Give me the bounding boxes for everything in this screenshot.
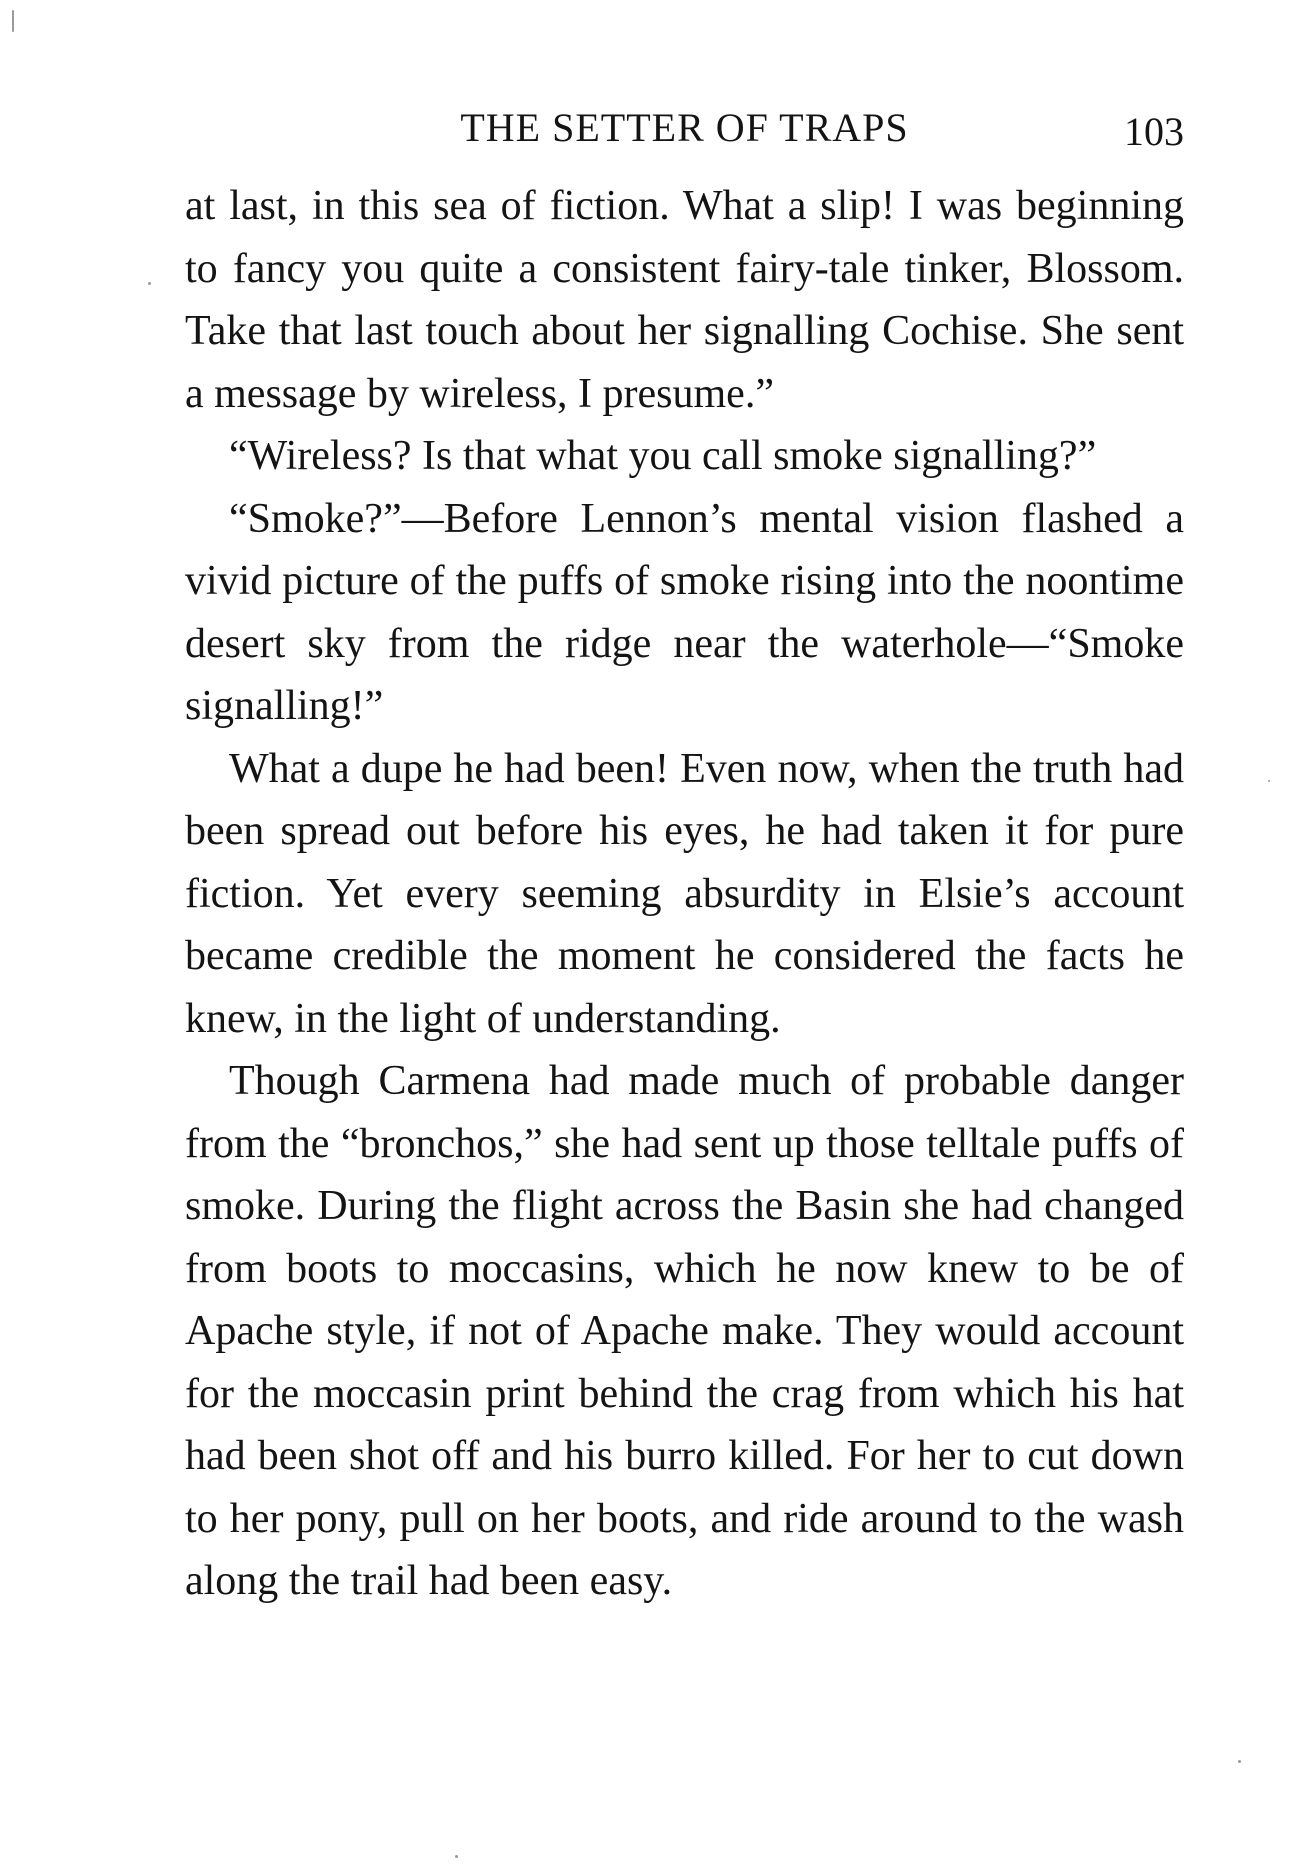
speck: [455, 1855, 458, 1858]
speck: [1268, 780, 1270, 782]
paragraph-continued: at last, in this sea of fiction. What a slip! I was beginning to fancy you quite a consistent fairy-tale tinker, Blossom. Take that last touch about her signalling Cochise. She sent a message by wireless, I presume.”: [185, 183, 1184, 417]
paragraph-dialogue-smoke: “Smoke?”—Before Lennon’s mental vision flashed a vivid picture of the puffs of smoke rising into the noontime desert sky from the ridge near the waterhole—“Smoke signalling!”: [185, 495, 1184, 729]
page-number: 103: [1124, 109, 1184, 154]
running-title: THE SETTER OF TRAPS: [460, 105, 909, 150]
paragraph-dialogue-wireless: “Wireless? Is that what you call smoke signalling?”: [229, 433, 1097, 479]
paragraph-dupe: What a dupe he had been! Even now, when the truth had been spread out before his eyes, he had taken it for pure fiction. Yet every seeming absurdity in Elsie’s account became credible the moment he considered the facts he knew, in the light of understanding.: [185, 745, 1184, 1042]
speck: [12, 10, 14, 32]
speck: [1238, 1760, 1241, 1763]
paragraph-carmena: Though Carmena had made much of probable danger from the “bronchos,” she had sent up those telltale puffs of smoke. During the flight across the Basin she had changed from boots to moccasins, which he now knew to be of Apache style, if not of Apache make. They would account for the moccasin print behind the crag from which his hat had been shot off and his burro killed. For her to cut down to her pony, pull on her boots, and ride around to the wash along the trail had been easy.: [185, 1058, 1184, 1604]
body-text: [185, 175, 1184, 1613]
speck: [148, 282, 151, 285]
page-header: [185, 98, 1184, 158]
